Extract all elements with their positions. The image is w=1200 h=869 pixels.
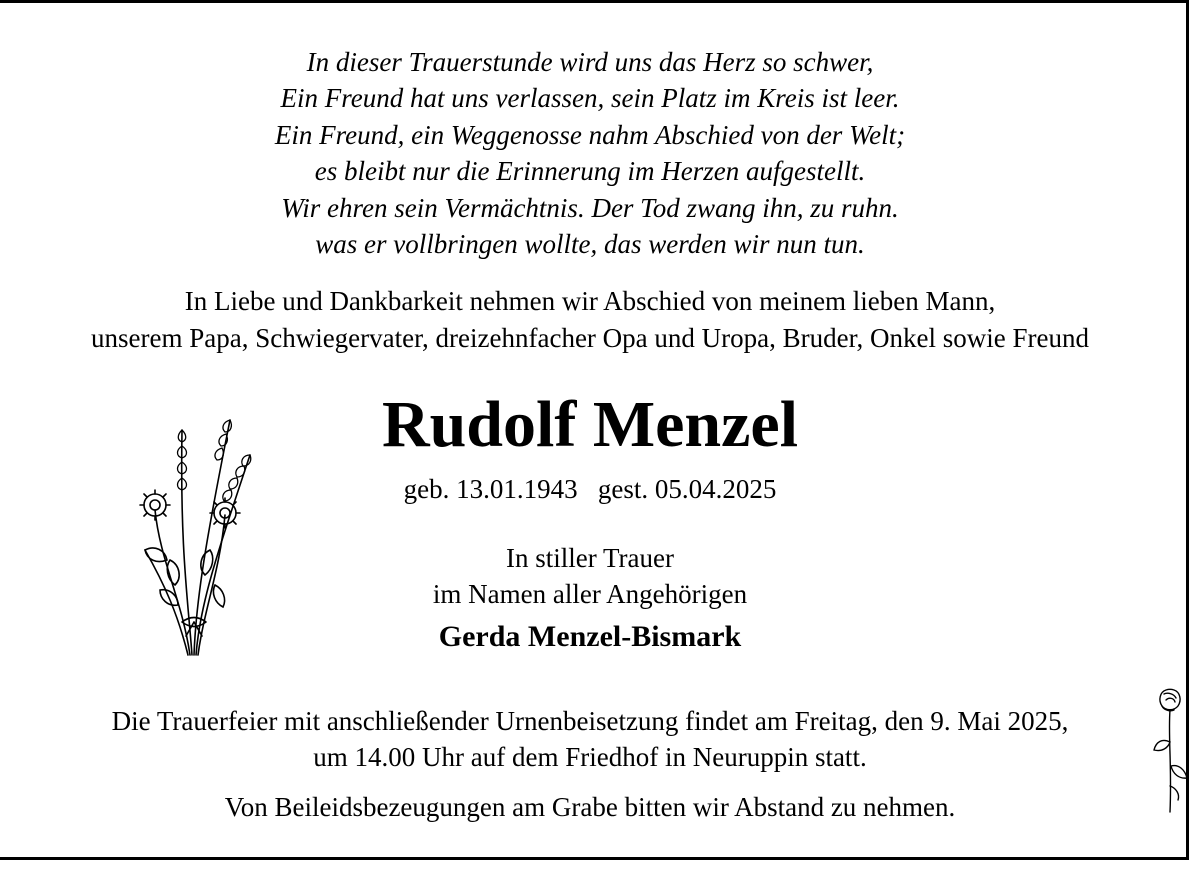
poem <box>0 44 1180 262</box>
life-dates: geb. 13.01.1943 gest. 05.04.2025 <box>403 474 777 504</box>
service-line: Die Trauerfeier mit anschließender Urnenbeisetzung findet am Freitag, den 9. Mai 2025, <box>111 706 1069 736</box>
poem-line: Ein Freund, ein Weggenosse nahm Abschied von der Welt; <box>274 119 906 150</box>
relatives-line: im Namen aller Angehörigen <box>432 579 748 609</box>
intro-line: unserem Papa, Schwiegervater, dreizehnfacher Opa und Uropa, Bruder, Onkel sowie Freund <box>91 323 1089 353</box>
intro-line: In Liebe und Dankbarkeit nehmen wir Abschied von meinem lieben Mann, <box>184 286 996 316</box>
mourning-line: In stiller Trauer <box>506 543 674 573</box>
poem-line: was er vollbringen wollte, das werden wir nun tun. <box>315 229 865 260</box>
mourners-block <box>0 540 1180 612</box>
signer-name: Gerda Menzel-Bismark <box>438 620 742 653</box>
farewell-intro <box>0 283 1180 357</box>
condolence-request: Von Beileidsbezeugungen am Grabe bitten wir Abstand zu nehmen. <box>224 792 956 822</box>
rose-icon <box>1152 686 1196 816</box>
service-line: um 14.00 Uhr auf dem Friedhof in Neuruppin statt. <box>313 742 867 772</box>
deceased-name: Rudolf Menzel <box>381 388 799 461</box>
poem-line: In dieser Trauerstunde wird uns das Herz so schwer, <box>306 47 874 77</box>
poem-line: Wir ehren sein Vermächtnis. Der Tod zwang ihn, zu ruhn. <box>281 192 899 223</box>
poem-line: es bleibt nur die Erinnerung im Herzen aufgestellt. <box>314 156 866 187</box>
poem-line: Ein Freund hat uns verlassen, sein Platz im Kreis ist leer. <box>280 83 900 114</box>
service-info <box>0 703 1180 775</box>
